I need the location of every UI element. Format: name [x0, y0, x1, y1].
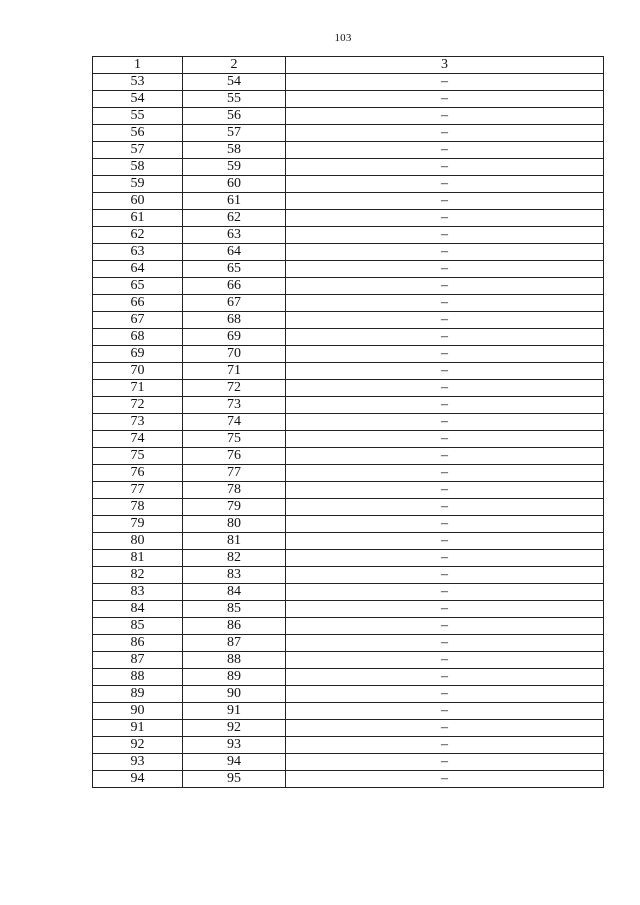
table-cell-col-3: –: [286, 176, 604, 193]
table-cell-col-3: –: [286, 499, 604, 516]
table-cell-col-3: –: [286, 346, 604, 363]
table-cell-col-3: –: [286, 482, 604, 499]
table-cell-col-1: 80: [93, 533, 183, 550]
table-row: [93, 380, 604, 397]
table-cell-col-3: –: [286, 720, 604, 737]
table-cell-col-3: –: [286, 91, 604, 108]
table-cell-col-1: 69: [93, 346, 183, 363]
table-row: [93, 737, 604, 754]
table-cell-col-2: 70: [183, 346, 286, 363]
table-cell-col-2: 71: [183, 363, 286, 380]
table-cell-col-3: –: [286, 363, 604, 380]
table-cell-col-2: 84: [183, 584, 286, 601]
column-header-3: 3: [286, 57, 604, 74]
table-cell-col-2: 83: [183, 567, 286, 584]
table-cell-col-3: –: [286, 108, 604, 125]
table-cell-col-3: –: [286, 244, 604, 261]
table-cell-col-2: 65: [183, 261, 286, 278]
table-cell-col-3: –: [286, 584, 604, 601]
table-cell-col-1: 56: [93, 125, 183, 142]
table-cell-col-1: 63: [93, 244, 183, 261]
table-row: [93, 669, 604, 686]
table-header-row: [93, 57, 604, 74]
table-cell-col-2: 80: [183, 516, 286, 533]
table-cell-col-1: 91: [93, 720, 183, 737]
table-cell-col-1: 54: [93, 91, 183, 108]
table-cell-col-3: –: [286, 431, 604, 448]
table-row: [93, 176, 604, 193]
table-cell-col-1: 93: [93, 754, 183, 771]
table-cell-col-3: –: [286, 550, 604, 567]
table-cell-col-3: –: [286, 771, 604, 788]
table-row: [93, 584, 604, 601]
table-cell-col-1: 87: [93, 652, 183, 669]
table-cell-col-2: 75: [183, 431, 286, 448]
table-cell-col-3: –: [286, 193, 604, 210]
table-row: [93, 601, 604, 618]
table-cell-col-1: 65: [93, 278, 183, 295]
table-cell-col-3: –: [286, 261, 604, 278]
table-cell-col-3: –: [286, 754, 604, 771]
table-cell-col-2: 63: [183, 227, 286, 244]
table-cell-col-3: –: [286, 652, 604, 669]
table-cell-col-2: 77: [183, 465, 286, 482]
table-cell-col-1: 84: [93, 601, 183, 618]
table-row: [93, 261, 604, 278]
table-row: [93, 516, 604, 533]
table-cell-col-2: 93: [183, 737, 286, 754]
table-cell-col-2: 87: [183, 635, 286, 652]
table-cell-col-3: –: [286, 533, 604, 550]
table-cell-col-1: 92: [93, 737, 183, 754]
table-cell-col-2: 68: [183, 312, 286, 329]
page-number: 103: [334, 32, 352, 44]
table-cell-col-1: 82: [93, 567, 183, 584]
table-cell-col-1: 86: [93, 635, 183, 652]
table-cell-col-1: 60: [93, 193, 183, 210]
table-row: [93, 91, 604, 108]
table-cell-col-2: 56: [183, 108, 286, 125]
table-cell-col-2: 92: [183, 720, 286, 737]
table-cell-col-2: 54: [183, 74, 286, 91]
table-row: [93, 482, 604, 499]
table-cell-col-3: –: [286, 737, 604, 754]
table-row: [93, 363, 604, 380]
table-cell-col-3: –: [286, 227, 604, 244]
table-row: [93, 193, 604, 210]
table-cell-col-1: 58: [93, 159, 183, 176]
table-cell-col-1: 94: [93, 771, 183, 788]
table-cell-col-1: 68: [93, 329, 183, 346]
table-row: [93, 499, 604, 516]
table-row: [93, 567, 604, 584]
table-cell-col-1: 62: [93, 227, 183, 244]
table-cell-col-3: –: [286, 703, 604, 720]
table-row: [93, 227, 604, 244]
table-row: [93, 448, 604, 465]
table-cell-col-3: –: [286, 210, 604, 227]
table-cell-col-2: 72: [183, 380, 286, 397]
table-cell-col-2: 95: [183, 771, 286, 788]
table-row: [93, 210, 604, 227]
table-cell-col-1: 83: [93, 584, 183, 601]
table-cell-col-2: 76: [183, 448, 286, 465]
table-cell-col-2: 66: [183, 278, 286, 295]
table-row: [93, 346, 604, 363]
table-row: [93, 533, 604, 550]
table-row: [93, 295, 604, 312]
table-cell-col-3: –: [286, 159, 604, 176]
table-cell-col-2: 69: [183, 329, 286, 346]
table-row: [93, 618, 604, 635]
table-cell-col-2: 58: [183, 142, 286, 159]
table-cell-col-2: 64: [183, 244, 286, 261]
table-cell-col-3: –: [286, 601, 604, 618]
table-cell-col-3: –: [286, 142, 604, 159]
table-cell-col-1: 75: [93, 448, 183, 465]
table-cell-col-1: 77: [93, 482, 183, 499]
table-cell-col-3: –: [286, 465, 604, 482]
table-row: [93, 74, 604, 91]
table-row: [93, 465, 604, 482]
table-cell-col-1: 61: [93, 210, 183, 227]
table-row: [93, 414, 604, 431]
table-cell-col-1: 81: [93, 550, 183, 567]
table-row: [93, 686, 604, 703]
table-cell-col-3: –: [286, 278, 604, 295]
table-row: [93, 635, 604, 652]
table-cell-col-2: 94: [183, 754, 286, 771]
table-cell-col-3: –: [286, 295, 604, 312]
table-cell-col-1: 79: [93, 516, 183, 533]
table-cell-col-2: 86: [183, 618, 286, 635]
table-cell-col-2: 89: [183, 669, 286, 686]
table-cell-col-1: 64: [93, 261, 183, 278]
table-cell-col-2: 73: [183, 397, 286, 414]
table-cell-col-2: 61: [183, 193, 286, 210]
table-cell-col-3: –: [286, 567, 604, 584]
table-cell-col-1: 90: [93, 703, 183, 720]
table-cell-col-2: 78: [183, 482, 286, 499]
data-table: [92, 56, 604, 788]
table-row: [93, 108, 604, 125]
table-cell-col-2: 91: [183, 703, 286, 720]
table-cell-col-2: 67: [183, 295, 286, 312]
table-cell-col-1: 72: [93, 397, 183, 414]
table-cell-col-2: 85: [183, 601, 286, 618]
table-cell-col-2: 79: [183, 499, 286, 516]
table-row: [93, 397, 604, 414]
table-cell-col-1: 55: [93, 108, 183, 125]
table-cell-col-3: –: [286, 448, 604, 465]
table-row: [93, 159, 604, 176]
table-cell-col-1: 78: [93, 499, 183, 516]
table-cell-col-1: 53: [93, 74, 183, 91]
table-cell-col-2: 60: [183, 176, 286, 193]
table-cell-col-3: –: [286, 380, 604, 397]
table-cell-col-1: 89: [93, 686, 183, 703]
table-cell-col-2: 55: [183, 91, 286, 108]
table-body: [93, 74, 604, 788]
table-row: [93, 703, 604, 720]
table-cell-col-2: 81: [183, 533, 286, 550]
table-cell-col-3: –: [286, 329, 604, 346]
table-cell-col-3: –: [286, 125, 604, 142]
table-row: [93, 142, 604, 159]
table-row: [93, 431, 604, 448]
table-cell-col-1: 85: [93, 618, 183, 635]
table-cell-col-1: 71: [93, 380, 183, 397]
table-row: [93, 652, 604, 669]
table-cell-col-3: –: [286, 635, 604, 652]
table-cell-col-1: 66: [93, 295, 183, 312]
table-cell-col-1: 59: [93, 176, 183, 193]
table-row: [93, 244, 604, 261]
table-cell-col-3: –: [286, 74, 604, 91]
table-cell-col-1: 73: [93, 414, 183, 431]
table-cell-col-3: –: [286, 312, 604, 329]
table-cell-col-3: –: [286, 414, 604, 431]
column-header-1: 1: [93, 57, 183, 74]
table-row: [93, 312, 604, 329]
table-cell-col-3: –: [286, 686, 604, 703]
table-row: [93, 754, 604, 771]
table-row: [93, 550, 604, 567]
column-header-2: 2: [183, 57, 286, 74]
table-cell-col-2: 90: [183, 686, 286, 703]
table-row: [93, 125, 604, 142]
table-cell-col-3: –: [286, 618, 604, 635]
table-row: [93, 329, 604, 346]
table-cell-col-1: 57: [93, 142, 183, 159]
table-cell-col-2: 59: [183, 159, 286, 176]
table-cell-col-3: –: [286, 669, 604, 686]
table-cell-col-2: 74: [183, 414, 286, 431]
table-cell-col-1: 88: [93, 669, 183, 686]
table-cell-col-1: 70: [93, 363, 183, 380]
table-cell-col-2: 82: [183, 550, 286, 567]
table-row: [93, 771, 604, 788]
table-cell-col-2: 62: [183, 210, 286, 227]
table-row: [93, 720, 604, 737]
table-cell-col-2: 57: [183, 125, 286, 142]
table-cell-col-1: 74: [93, 431, 183, 448]
table-row: [93, 278, 604, 295]
table-cell-col-1: 67: [93, 312, 183, 329]
table-cell-col-2: 88: [183, 652, 286, 669]
table-cell-col-3: –: [286, 397, 604, 414]
table-cell-col-3: –: [286, 516, 604, 533]
table-cell-col-1: 76: [93, 465, 183, 482]
